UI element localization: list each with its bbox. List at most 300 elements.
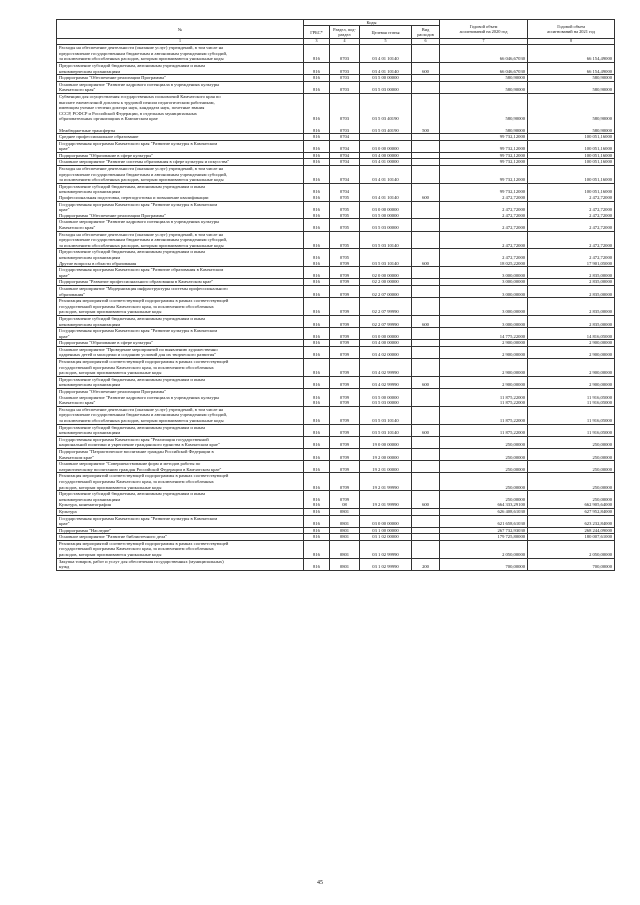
table-row bbox=[57, 81, 615, 93]
row-amount-2021: 2 900,00000 bbox=[528, 346, 615, 358]
row-amount-2021: 100 051,16000 2 472,72000 bbox=[528, 183, 615, 201]
row-article: 03 4 00 00000 bbox=[360, 340, 412, 347]
row-description: Предоставление субсидий бюджетным, автономным учреждениям и иным некоммерческим организациям Профессиональная подготовка, переподготовка и повышение квалификации bbox=[57, 183, 304, 201]
row-article: 03 4 02 99990 bbox=[360, 359, 412, 377]
row-vid: 600 bbox=[412, 424, 440, 436]
row-article: 03 5 03 00000 bbox=[360, 81, 412, 93]
row-vid bbox=[412, 45, 440, 63]
row-grbs: 816 bbox=[304, 45, 330, 63]
row-vid bbox=[412, 159, 440, 166]
row-grbs: 816 bbox=[304, 62, 330, 74]
row-amount-2020: 11 875,22000 11 875,22000 bbox=[440, 389, 528, 407]
row-vid bbox=[412, 448, 440, 460]
row-amount-2020: 179 725,80000 bbox=[440, 534, 528, 541]
row-vid bbox=[412, 534, 440, 541]
row-article: 02 2 07 99990 bbox=[360, 315, 412, 327]
row-article: 03 5 03 10140 bbox=[360, 231, 412, 249]
row-vid bbox=[412, 527, 440, 534]
row-amount-2020: 99 732,12000 bbox=[440, 166, 528, 184]
row-amount-2021: 2 835,00000 bbox=[528, 298, 615, 316]
table-row bbox=[57, 298, 615, 316]
row-description: Предоставление субсидий бюджетным, автономным учреждениям и иным некоммерческим организациям bbox=[57, 376, 304, 388]
row-grbs: 816 816 bbox=[304, 93, 330, 133]
row-article: 03 5 03 40190 03 5 03 40190 bbox=[360, 93, 412, 133]
row-grbs: 816 bbox=[304, 515, 330, 527]
row-grbs: 816 bbox=[304, 328, 330, 340]
row-amount-2021: 580,90000 bbox=[528, 75, 615, 82]
row-section: 0705 bbox=[330, 219, 360, 231]
row-section: 0704 bbox=[330, 140, 360, 152]
row-section: 0709 bbox=[330, 298, 360, 316]
row-grbs: 816 bbox=[304, 219, 330, 231]
row-vid bbox=[412, 473, 440, 491]
row-amount-2021: 250,00000 bbox=[528, 436, 615, 448]
row-amount-2021: 250,00000 bbox=[528, 461, 615, 473]
row-amount-2020: 580,90000 bbox=[440, 81, 528, 93]
row-amount-2020: 66 046,67030 bbox=[440, 45, 528, 63]
row-vid bbox=[412, 201, 440, 219]
row-article: 03 4 01 10140 bbox=[360, 166, 412, 184]
row-vid: 600 bbox=[412, 183, 440, 201]
header-section: Раздел, под- раздел bbox=[330, 26, 360, 39]
row-amount-2021: 2 050,00000 bbox=[528, 540, 615, 558]
row-vid bbox=[412, 436, 440, 448]
row-amount-2021: 100 051,16000 bbox=[528, 159, 615, 166]
row-section: 0801 bbox=[330, 527, 360, 534]
row-article: 03 4 02 99990 bbox=[360, 376, 412, 388]
row-section: 0709 bbox=[330, 473, 360, 491]
row-amount-2021: 2 835,00000 bbox=[528, 279, 615, 286]
row-amount-2021: 2 835,00000 bbox=[528, 267, 615, 279]
row-article: 03 4 01 10140 bbox=[360, 62, 412, 74]
row-grbs: 816 bbox=[304, 436, 330, 448]
row-amount-2020: 14 775,22000 bbox=[440, 328, 528, 340]
row-article: 03 1 02 00000 bbox=[360, 534, 412, 541]
row-section: 0709 bbox=[330, 461, 360, 473]
row-amount-2021: 580,90000 580,90000 bbox=[528, 93, 615, 133]
row-grbs: 816 bbox=[304, 152, 330, 159]
row-description: Среднее профессиональное образование bbox=[57, 134, 304, 141]
row-amount-2021: 11 916,05000 bbox=[528, 424, 615, 436]
row-article: 03 5 03 00000 bbox=[360, 219, 412, 231]
row-article: 02 2 00 00000 bbox=[360, 279, 412, 286]
row-description: Субвенции для осуществления государственных полномочий Камчатского края по выплате ежемесячной доплаты к трудовой пенсии педагогическим работникам, имеющим ученые степени доктора наук, кандидата наук, почетные звания СССР, РСФСР и Российской Федерации, в отдельных муниципальных образовательных организациях в Камчатском крае Межбюджетные трансферты bbox=[57, 93, 304, 133]
row-section: 0801 bbox=[330, 534, 360, 541]
row-vid bbox=[412, 81, 440, 93]
row-article: 03 5 03 10140 bbox=[360, 406, 412, 424]
table-row bbox=[57, 159, 615, 166]
row-amount-2020: 267 732,93030 bbox=[440, 527, 528, 534]
row-amount-2020: 3 000,00000 bbox=[440, 267, 528, 279]
row-section: 0709 0709 bbox=[330, 389, 360, 407]
row-vid bbox=[412, 279, 440, 286]
row-vid: 600 bbox=[412, 376, 440, 388]
row-amount-2021: 11 916,05000 11 916,05000 bbox=[528, 389, 615, 407]
row-amount-2020: 2 472,72000 bbox=[440, 219, 528, 231]
row-amount-2021: 180 007,61000 bbox=[528, 534, 615, 541]
row-amount-2020: 2 900,00000 bbox=[440, 376, 528, 388]
row-article: 03 0 00 00000 bbox=[360, 328, 412, 340]
row-article: 03 4 02 00000 bbox=[360, 346, 412, 358]
table-row bbox=[57, 279, 615, 286]
row-article bbox=[360, 508, 412, 515]
row-section: 0704 bbox=[330, 166, 360, 184]
row-article: 19 2 01 00000 bbox=[360, 461, 412, 473]
header-codes: Коды bbox=[304, 20, 440, 26]
row-amount-2020: 700,00000 bbox=[440, 558, 528, 570]
row-description: Предоставление субсидий бюджетным, автономным учреждениям и иным некоммерческим организациям bbox=[57, 424, 304, 436]
colnum-1: 1 bbox=[57, 39, 304, 45]
row-article: 03 4 00 00000 bbox=[360, 152, 412, 159]
row-amount-2020: 3 000,00000 bbox=[440, 315, 528, 327]
row-vid: 600 bbox=[412, 491, 440, 509]
colnum-4: 5 bbox=[360, 39, 412, 45]
row-amount-2021: 14 816,05000 bbox=[528, 328, 615, 340]
row-article: 19 2 00 00000 bbox=[360, 448, 412, 460]
row-section: 0801 bbox=[330, 540, 360, 558]
row-description: Предоставление субсидий бюджетным, автономным учреждениям и иным некоммерческим организациям bbox=[57, 315, 304, 327]
row-section: 0709 bbox=[330, 436, 360, 448]
row-amount-2020: 11 875,22000 bbox=[440, 424, 528, 436]
row-grbs: 816 816 bbox=[304, 183, 330, 201]
table-row bbox=[57, 508, 615, 515]
table-body bbox=[57, 45, 615, 571]
table-row bbox=[57, 328, 615, 340]
table-row bbox=[57, 62, 615, 74]
row-amount-2021: 2 835,00000 bbox=[528, 315, 615, 327]
table-row bbox=[57, 249, 615, 267]
row-vid bbox=[412, 298, 440, 316]
table-row bbox=[57, 45, 615, 63]
row-amount-2021: 250,00000 bbox=[528, 473, 615, 491]
row-description: Расходы на обеспечение деятельности (оказание услуг) учреждений, в том числе на предоставление государственным бюджетным и автономным учреждениям субсидий, за исключением обособленных расходов, которым присваиваются уникальные коды bbox=[57, 45, 304, 63]
table-row bbox=[57, 346, 615, 358]
row-amount-2020: 2 900,00000 bbox=[440, 340, 528, 347]
table-row bbox=[57, 473, 615, 491]
row-amount-2020: 626 408,61030 bbox=[440, 508, 528, 515]
row-amount-2021: 250,00000 bbox=[528, 448, 615, 460]
row-article: 03 4 01 10140 bbox=[360, 45, 412, 63]
row-vid: 600 bbox=[412, 62, 440, 74]
row-article: 02 2 07 99990 bbox=[360, 298, 412, 316]
row-grbs: 816 816 bbox=[304, 491, 330, 509]
row-section: 0801 bbox=[330, 515, 360, 527]
row-amount-2020: 580,90000 bbox=[440, 75, 528, 82]
row-grbs: 816 bbox=[304, 134, 330, 141]
row-amount-2020: 250,00000 664 333,29100 bbox=[440, 491, 528, 509]
row-amount-2021: 2 900,00000 bbox=[528, 359, 615, 377]
row-section: 0709 bbox=[330, 328, 360, 340]
row-article bbox=[360, 134, 412, 141]
row-amount-2021: 2 472,72000 17 901,05000 bbox=[528, 249, 615, 267]
row-grbs: 816 bbox=[304, 267, 330, 279]
row-section: 0703 bbox=[330, 81, 360, 93]
row-section: 0703 bbox=[330, 45, 360, 63]
row-grbs: 816 bbox=[304, 346, 330, 358]
colnum-2: 3 bbox=[304, 39, 330, 45]
header-number: № bbox=[57, 20, 304, 39]
row-grbs: 816 bbox=[304, 508, 330, 515]
row-section: 0703 0703 bbox=[330, 93, 360, 133]
row-vid bbox=[412, 231, 440, 249]
row-amount-2021: 66 154,49000 bbox=[528, 45, 615, 63]
row-vid: 500 bbox=[412, 93, 440, 133]
row-grbs: 816 bbox=[304, 75, 330, 82]
header-article: Целевая статья bbox=[360, 26, 412, 39]
row-description: Основное мероприятие "Развитие кадрового потенциала в учреждениях культуры Камчатского края" bbox=[57, 219, 304, 231]
row-amount-2020: 250,00000 bbox=[440, 473, 528, 491]
row-article: 19 2 01 99990 bbox=[360, 491, 412, 509]
table-row bbox=[57, 231, 615, 249]
row-amount-2020: 2 472,72000 2 472,72000 bbox=[440, 201, 528, 219]
header-2021: Годовой объем ассигнований на 2021 год bbox=[528, 20, 615, 39]
row-amount-2021: 100 051,16000 bbox=[528, 140, 615, 152]
colnum-6: 7 bbox=[440, 39, 528, 45]
row-description: Основное мероприятие "Совершенствование форм и методов работы по патриотическому воспитанию граждан Российской Федерации в Камчатском крае" bbox=[57, 461, 304, 473]
row-article: 03 5 03 10140 bbox=[360, 249, 412, 267]
row-section: 0709 bbox=[330, 340, 360, 347]
row-amount-2021: 250,00000 662 905,64000 bbox=[528, 491, 615, 509]
row-section: 0703 bbox=[330, 75, 360, 82]
row-description: Расходы на обеспечение деятельности (оказание услуг) учреждений, в том числе на предоставление государственным бюджетным и автономным учреждениям субсидий, за исключением обособленных расходов, которым присваиваются уникальные коды bbox=[57, 406, 304, 424]
row-amount-2020: 580,90000 580,90000 bbox=[440, 93, 528, 133]
row-vid bbox=[412, 219, 440, 231]
row-amount-2020: 99 732,12000 bbox=[440, 159, 528, 166]
row-description: Реализация мероприятий соответствующей подпрограммы в рамках соответствующей государственной программы Камчатского края, за исключением обособленных расходов, которым присваиваются уникальные коды bbox=[57, 473, 304, 491]
row-article: 03 5 00 00000 bbox=[360, 75, 412, 82]
row-vid: 600 bbox=[412, 315, 440, 327]
row-description: Государственная программа Камчатского края "Развитие культуры в Камчатском крае" bbox=[57, 515, 304, 527]
row-vid bbox=[412, 340, 440, 347]
colnum-7: 8 bbox=[528, 39, 615, 45]
colnum-5: 6 bbox=[412, 39, 440, 45]
row-amount-2020: 3 000,00000 bbox=[440, 285, 528, 297]
row-amount-2020: 621 658,61030 bbox=[440, 515, 528, 527]
row-description: Основное мероприятие "Развитие библиотечного дела" bbox=[57, 534, 304, 541]
row-vid bbox=[412, 75, 440, 82]
table-row bbox=[57, 534, 615, 541]
row-vid bbox=[412, 267, 440, 279]
header-2020: Годовой объем ассигнований на 2020 год bbox=[440, 20, 528, 39]
table-row bbox=[57, 285, 615, 297]
row-section: 0709 bbox=[330, 424, 360, 436]
row-description: Подпрограмма "Обеспечение реализации Программы" Основное мероприятие "Развитие кадрового потенциала в учреждениях культуры Камчатского края" bbox=[57, 389, 304, 407]
row-amount-2020: 99 732,12000 bbox=[440, 134, 528, 141]
row-section: 0709 08 bbox=[330, 491, 360, 509]
row-section: 0704 bbox=[330, 134, 360, 141]
row-section: 0709 bbox=[330, 376, 360, 388]
row-amount-2021: 2 472,72000 bbox=[528, 219, 615, 231]
table-row bbox=[57, 515, 615, 527]
row-description: Государственная программа Камчатского края "Развитие культуры в Камчатском крае" bbox=[57, 140, 304, 152]
row-amount-2021: 100 051,16000 bbox=[528, 166, 615, 184]
row-grbs: 816 bbox=[304, 376, 330, 388]
row-description: Основное мероприятие "Проведение мероприятий по выявлению художественно одаренных детей и молодежи и созданию условий для их творческого развития" bbox=[57, 346, 304, 358]
table-row bbox=[57, 140, 615, 152]
row-article: 19 0 00 00000 bbox=[360, 436, 412, 448]
row-vid: 200 bbox=[412, 558, 440, 570]
row-amount-2020: 2 050,00000 bbox=[440, 540, 528, 558]
table-row bbox=[57, 93, 615, 133]
budget-table bbox=[56, 19, 615, 571]
row-amount-2020: 250,00000 bbox=[440, 436, 528, 448]
table-row bbox=[57, 134, 615, 141]
row-section: 0709 bbox=[330, 267, 360, 279]
row-vid bbox=[412, 461, 440, 473]
row-amount-2020: 99 732,12000 2 472,72000 bbox=[440, 183, 528, 201]
row-article: 03 4 01 00000 bbox=[360, 159, 412, 166]
row-grbs: 816 bbox=[304, 473, 330, 491]
row-amount-2021: 2 835,00000 bbox=[528, 285, 615, 297]
row-amount-2021: 268 244,09000 bbox=[528, 527, 615, 534]
row-amount-2021: 2 472,72000 2 472,72000 bbox=[528, 201, 615, 219]
table-row bbox=[57, 540, 615, 558]
row-description: Закупка товаров, работ и услуг для обеспечения государственных (муниципальных) нужд bbox=[57, 558, 304, 570]
row-amount-2021: 623 232,84000 bbox=[528, 515, 615, 527]
row-article: 03 5 00 00000 03 5 03 00000 bbox=[360, 389, 412, 407]
table-row bbox=[57, 558, 615, 570]
table-row bbox=[57, 376, 615, 388]
row-grbs: 816 bbox=[304, 359, 330, 377]
table-row bbox=[57, 201, 615, 219]
table-row bbox=[57, 436, 615, 448]
row-vid bbox=[412, 166, 440, 184]
row-section: 0705 0705 bbox=[330, 201, 360, 219]
header-grbs: ГРБС* bbox=[304, 26, 330, 39]
row-section: 0704 0705 bbox=[330, 183, 360, 201]
row-amount-2021: 66 154,49000 bbox=[528, 62, 615, 74]
table-row bbox=[57, 359, 615, 377]
row-description: Государственная программа Камчатского края "Развитие культуры в Камчатском крае" bbox=[57, 328, 304, 340]
table-row bbox=[57, 448, 615, 460]
row-vid bbox=[412, 406, 440, 424]
row-section: 0703 bbox=[330, 62, 360, 74]
row-section: 0709 bbox=[330, 279, 360, 286]
row-vid bbox=[412, 152, 440, 159]
row-grbs: 816 bbox=[304, 340, 330, 347]
table-row bbox=[57, 461, 615, 473]
row-description: Государственная программа Камчатского края "Развитие культуры в Камчатском крае" Подпрограмма "Обеспечение реализации Программы" bbox=[57, 201, 304, 219]
row-amount-2021: 627 952,84000 bbox=[528, 508, 615, 515]
row-grbs: 816 bbox=[304, 534, 330, 541]
row-grbs: 816 816 bbox=[304, 249, 330, 267]
table-row bbox=[57, 219, 615, 231]
row-article: 03 0 00 00000 03 5 00 00000 bbox=[360, 201, 412, 219]
row-description: Реализация мероприятий соответствующей подпрограммы в рамках соответствующей государственной программы Камчатского края, за исключением обособленных расходов, которым присваиваются уникальные коды bbox=[57, 359, 304, 377]
row-description: Расходы на обеспечение деятельности (оказание услуг) учреждений, в том числе на предоставление государственным бюджетным и автономным учреждениям субсидий, за исключением обособленных расходов, которым присваиваются уникальные коды bbox=[57, 166, 304, 184]
row-amount-2021: 2 900,00000 bbox=[528, 340, 615, 347]
row-description: Основное мероприятие "Развитие кадрового потенциала в учреждениях культуры Камчатского края" bbox=[57, 81, 304, 93]
row-grbs: 816 bbox=[304, 558, 330, 570]
row-vid bbox=[412, 508, 440, 515]
row-grbs: 816 bbox=[304, 298, 330, 316]
row-amount-2020: 2 900,00000 bbox=[440, 359, 528, 377]
row-article: 03 1 00 00000 bbox=[360, 527, 412, 534]
page-number: 45 bbox=[317, 880, 323, 886]
table-row bbox=[57, 340, 615, 347]
row-article: 19 2 01 99990 bbox=[360, 473, 412, 491]
table-row bbox=[57, 406, 615, 424]
row-amount-2021: 11 916,05000 bbox=[528, 406, 615, 424]
row-grbs: 816 bbox=[304, 315, 330, 327]
row-amount-2020: 11 875,22000 bbox=[440, 406, 528, 424]
row-grbs: 816 bbox=[304, 231, 330, 249]
row-grbs: 816 bbox=[304, 406, 330, 424]
row-vid bbox=[412, 389, 440, 407]
row-grbs: 816 bbox=[304, 424, 330, 436]
row-description: Реализация мероприятий соответствующей подпрограммы в рамках соответствующей государственной программы Камчатского края, за исключением обособленных расходов, которым присваиваются уникальные коды bbox=[57, 298, 304, 316]
row-description: Основное мероприятие "Модернизация инфраструктуры системы профессионального образования" bbox=[57, 285, 304, 297]
table-row bbox=[57, 389, 615, 407]
row-grbs: 816 816 bbox=[304, 389, 330, 407]
table-row bbox=[57, 315, 615, 327]
row-amount-2020: 2 472,72000 18 025,22000 bbox=[440, 249, 528, 267]
row-vid bbox=[412, 346, 440, 358]
row-section: 0709 bbox=[330, 346, 360, 358]
row-grbs: 816 bbox=[304, 448, 330, 460]
row-grbs: 816 816 bbox=[304, 201, 330, 219]
row-description: Подпрограмма "Обеспечение реализации Программы" bbox=[57, 75, 304, 82]
row-section: 0709 bbox=[330, 406, 360, 424]
row-article: 03 5 03 10140 bbox=[360, 424, 412, 436]
row-description: Подпрограмма "Развитие профессионального образования в Камчатском крае" bbox=[57, 279, 304, 286]
row-description: Подпрограмма "Образование в сфере культуры" bbox=[57, 152, 304, 159]
row-amount-2021: 700,00000 bbox=[528, 558, 615, 570]
row-amount-2021: 100 051,16000 bbox=[528, 152, 615, 159]
row-grbs: 816 bbox=[304, 540, 330, 558]
row-amount-2020: 3 000,00000 bbox=[440, 279, 528, 286]
row-section: 0704 bbox=[330, 152, 360, 159]
colnum-3: 4 bbox=[330, 39, 360, 45]
row-article: 03 1 02 99990 bbox=[360, 558, 412, 570]
row-section: 0709 bbox=[330, 285, 360, 297]
row-article: 03 0 00 00000 bbox=[360, 140, 412, 152]
row-description: Предоставление субсидий бюджетным, автономным учреждениям и иным некоммерческим организациям bbox=[57, 62, 304, 74]
row-article: 03 0 00 00000 bbox=[360, 515, 412, 527]
row-vid bbox=[412, 515, 440, 527]
row-description: Основное мероприятие "Развитие системы образования в сфере культуры и искусства" bbox=[57, 159, 304, 166]
row-grbs: 816 bbox=[304, 81, 330, 93]
row-section: 0709 bbox=[330, 448, 360, 460]
row-amount-2021: 2 900,00000 bbox=[528, 376, 615, 388]
row-vid bbox=[412, 140, 440, 152]
row-article: 03 4 01 10140 bbox=[360, 183, 412, 201]
row-amount-2021: 100 051,16000 bbox=[528, 134, 615, 141]
row-description: Подпрограмма "Наследие" bbox=[57, 527, 304, 534]
table-row bbox=[57, 183, 615, 201]
row-grbs: 816 bbox=[304, 166, 330, 184]
row-amount-2021: 580,90000 bbox=[528, 81, 615, 93]
row-description: Предоставление субсидий бюджетным, автономным учреждениям и иным некоммерческим организациям Культура, кинематография bbox=[57, 491, 304, 509]
row-amount-2020: 66 046,67030 bbox=[440, 62, 528, 74]
table-row bbox=[57, 424, 615, 436]
row-article: 02 0 00 00000 bbox=[360, 267, 412, 279]
row-description: Подпрограмма "Патриотическое воспитание граждан Российской Федерации в Камчатском крае" bbox=[57, 448, 304, 460]
row-grbs: 816 bbox=[304, 140, 330, 152]
row-amount-2020: 99 732,12000 bbox=[440, 152, 528, 159]
row-section: 0709 bbox=[330, 359, 360, 377]
row-description: Расходы на обеспечение деятельности (оказание услуг) учреждений, в том числе на предоставление государственным бюджетным и автономным учреждениям субсидий, за исключением обособленных расходов, которым присваиваются уникальные коды bbox=[57, 231, 304, 249]
row-description: Государственная программа Камчатского края "Реализация государственной национальной политики и укрепление гражданского единства в Камчатском крае" bbox=[57, 436, 304, 448]
row-grbs: 816 bbox=[304, 461, 330, 473]
table-row bbox=[57, 527, 615, 534]
table-row bbox=[57, 267, 615, 279]
row-section: 0801 bbox=[330, 508, 360, 515]
row-article: 03 1 02 99990 bbox=[360, 540, 412, 558]
row-amount-2021: 2 472,72000 bbox=[528, 231, 615, 249]
row-description: Реализация мероприятий соответствующей подпрограммы в рамках соответствующей государственной программы Камчатского края, за исключением обособленных расходов, которым присваиваются уникальные коды bbox=[57, 540, 304, 558]
row-section: 0709 bbox=[330, 315, 360, 327]
